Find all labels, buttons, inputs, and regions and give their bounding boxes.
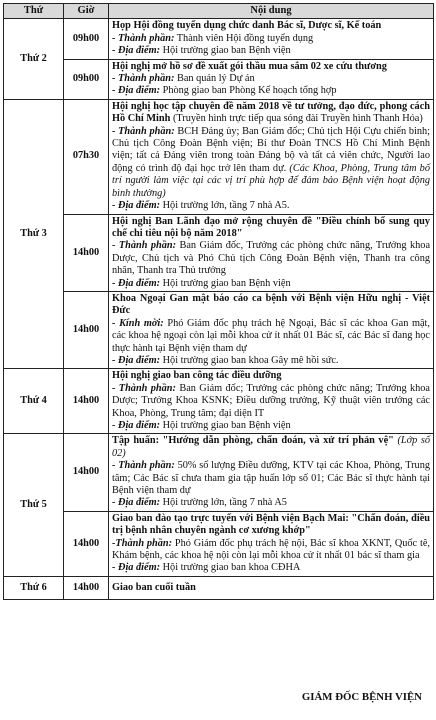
event-content	[109, 99, 434, 214]
event-title: Hội nghị học tập chuyên đề năm 2018 về tư tưởng, đạo đức, phong cách Hồ Chí Minh	[112, 100, 430, 125]
table-row	[4, 369, 434, 434]
event-content	[109, 369, 434, 434]
event-title-line	[112, 435, 430, 460]
event-location: - Địa điểm: Hội trường giao ban Bệnh viện	[112, 45, 291, 57]
time-cell: 14h00	[64, 511, 109, 576]
event-content	[109, 59, 434, 99]
header-time: Giờ	[64, 4, 109, 19]
signature-title: GIÁM ĐỐC BỆNH VIỆN	[301, 691, 422, 703]
event-participants: - Thành phần: Ban Giám đốc; Trưởng các phòng chức năng; Trưởng khoa Dược; Trưởng Khoa KSNK; Điều dưỡng trưởng, Kỹ thuật viên trưởng các Khoa, Phòng, Trung tâm; đại diện IT	[112, 382, 431, 419]
event-participants: - Thành phần: Ban Giám đốc, Trưởng các phòng chức năng, Trưởng khoa Dược, Chủ tịch và Phó Chủ tịch Công Đoàn Bệnh viện, Thanh tra công nhân, Thanh tra Thủ trưởng	[112, 240, 431, 277]
table-row	[4, 434, 434, 511]
event-location: - Địa điểm: Hội trường lớn, tầng 7 nhà A5	[112, 497, 287, 509]
event-content	[109, 214, 434, 291]
day-cell: Thứ 6	[4, 576, 64, 599]
header-day: Thứ	[4, 4, 64, 19]
table-row	[4, 214, 434, 291]
event-title: Hội nghị mở hồ sơ đề xuất gói thầu mua sắm 02 xe cứu thương	[112, 60, 387, 72]
header-content: Nội dung	[109, 4, 434, 19]
time-cell: 07h30	[64, 99, 109, 214]
table-row	[4, 576, 434, 599]
event-participants: - Thành phần: Ban quản lý Dự án	[112, 73, 255, 85]
time-cell: 14h00	[64, 576, 109, 599]
event-content	[109, 511, 434, 576]
event-invitees: - Kính mời: Phó Giám đốc phụ trách hệ Ngoại, Bác sĩ các khoa Gan mật, các khoa hệ ngoại còn lại mỗi khoa cử ít nhất 01 Bác sĩ, các Bác sĩ đang học thực hành tại Bệnh viện tham dự	[112, 317, 430, 354]
event-title: Hội nghị giao ban công tác điều dưỡng	[112, 370, 282, 382]
event-title: Giao ban đào tạo trực tuyến với Bệnh viện Bạch Mai: "Chẩn đoán, điều trị bệnh nhân chuyên ngành cơ xương khớp"	[112, 512, 430, 537]
time-cell: 09h00	[64, 59, 109, 99]
time-cell: 14h00	[64, 214, 109, 291]
event-content	[109, 291, 434, 368]
table-row	[4, 19, 434, 59]
event-location: - Địa điểm: Hội trường lớn, tầng 7 nhà A5.	[112, 200, 290, 212]
table-row	[4, 511, 434, 576]
event-title: Họp Hội đồng tuyển dụng chức danh Bác sĩ, Dược sĩ, Kế toán	[112, 20, 382, 32]
event-content	[109, 576, 434, 599]
table-row	[4, 291, 434, 368]
event-content	[109, 434, 434, 511]
table-row	[4, 59, 434, 99]
event-note: (Các Khoa, Phòng, Trung tâm bố trí người làm việc tại các vị trí phù hợp để đảm bảo Bệnh viện hoạt động bình thường)	[112, 162, 430, 199]
event-title: Tập huấn: "Hướng dẫn phòng, chẩn đoán, và xử trí phản vệ"	[112, 435, 394, 447]
time-cell: 09h00	[64, 19, 109, 59]
event-title-suffix: (Lớp số 02)	[112, 435, 430, 459]
event-location: - Địa điểm: Hội trường giao ban khoa Gây mê hồi sức.	[112, 354, 339, 366]
event-title: Khoa Ngoại Gan mật báo cáo ca bệnh với Bệnh viện Hữu nghị - Việt Đức	[112, 292, 430, 317]
table-row	[4, 99, 434, 214]
event-location: - Địa điểm: Hội trường giao ban khoa CĐHA	[112, 562, 301, 574]
schedule-table	[3, 3, 434, 600]
table-header-row	[4, 4, 434, 19]
event-location: - Địa điểm: Hội trường giao ban Bệnh viện	[112, 420, 291, 431]
event-participants: - Thành phần: 50% số lượng Điều dưỡng, KTV tại các Khoa, Phòng, Trung tâm; Các Bác sĩ chưa tham gia tập huấn lớp số 01; Các Bác sĩ thực hành tại Bệnh viện tham dự	[112, 460, 431, 497]
event-participants: -Thành phần: Phó Giám đốc phụ trách hệ nội, Bác sĩ khoa XKNT, Quốc tê, Khám bệnh, các khoa hệ nội còn lại mỗi khoa cử ít nhất 01 bác sĩ tham gia	[112, 537, 430, 562]
event-title: Hội nghị Ban Lãnh đạo mở rộng chuyên đề "Điều chỉnh bổ sung quy chế chi tiêu nội bộ năm 2018"	[112, 215, 430, 239]
day-cell: Thứ 3	[4, 99, 64, 369]
day-cell: Thứ 5	[4, 434, 64, 576]
time-cell: 14h00	[64, 291, 109, 368]
time-cell: 14h00	[64, 434, 109, 511]
event-title-suffix: (Truyền hình trực tiếp qua sóng đài Truyền hình Thanh Hóa)	[170, 113, 423, 125]
event-participants: - Thành phần: BCH Đảng ủy; Ban Giám đốc; Chủ tịch Hội Cựu chiến binh; Chủ tịch Công Đoàn Bệnh viện; Bí thư Đoàn TNCS Hồ Chí Minh Bệnh viện; tất cả Đảng viên trong toàn Đảng bộ và tất cả viên chức, Người lao động có trình độ đại học trở lên tham dự. (Các Khoa, Phòng, Trung tâm bố trí người làm việc tại các vị trí phù hợp để đảm bảo Bệnh viện hoạt động bình thường)	[112, 125, 431, 199]
day-cell: Thứ 4	[4, 369, 64, 434]
event-title-line	[112, 101, 430, 126]
event-content	[109, 19, 434, 59]
event-location: - Địa điểm: Phòng giao ban Phòng Kế hoạch tổng hợp	[112, 85, 337, 97]
event-participants: - Thành phần: Thành viên Hội đồng tuyển dụng	[112, 32, 314, 44]
time-cell: 14h00	[64, 369, 109, 434]
day-cell: Thứ 2	[4, 19, 64, 99]
event-location: - Địa điểm: Hội trường giao ban Bệnh viện	[112, 277, 291, 289]
event-title: Giao ban cuối tuần	[112, 581, 196, 593]
